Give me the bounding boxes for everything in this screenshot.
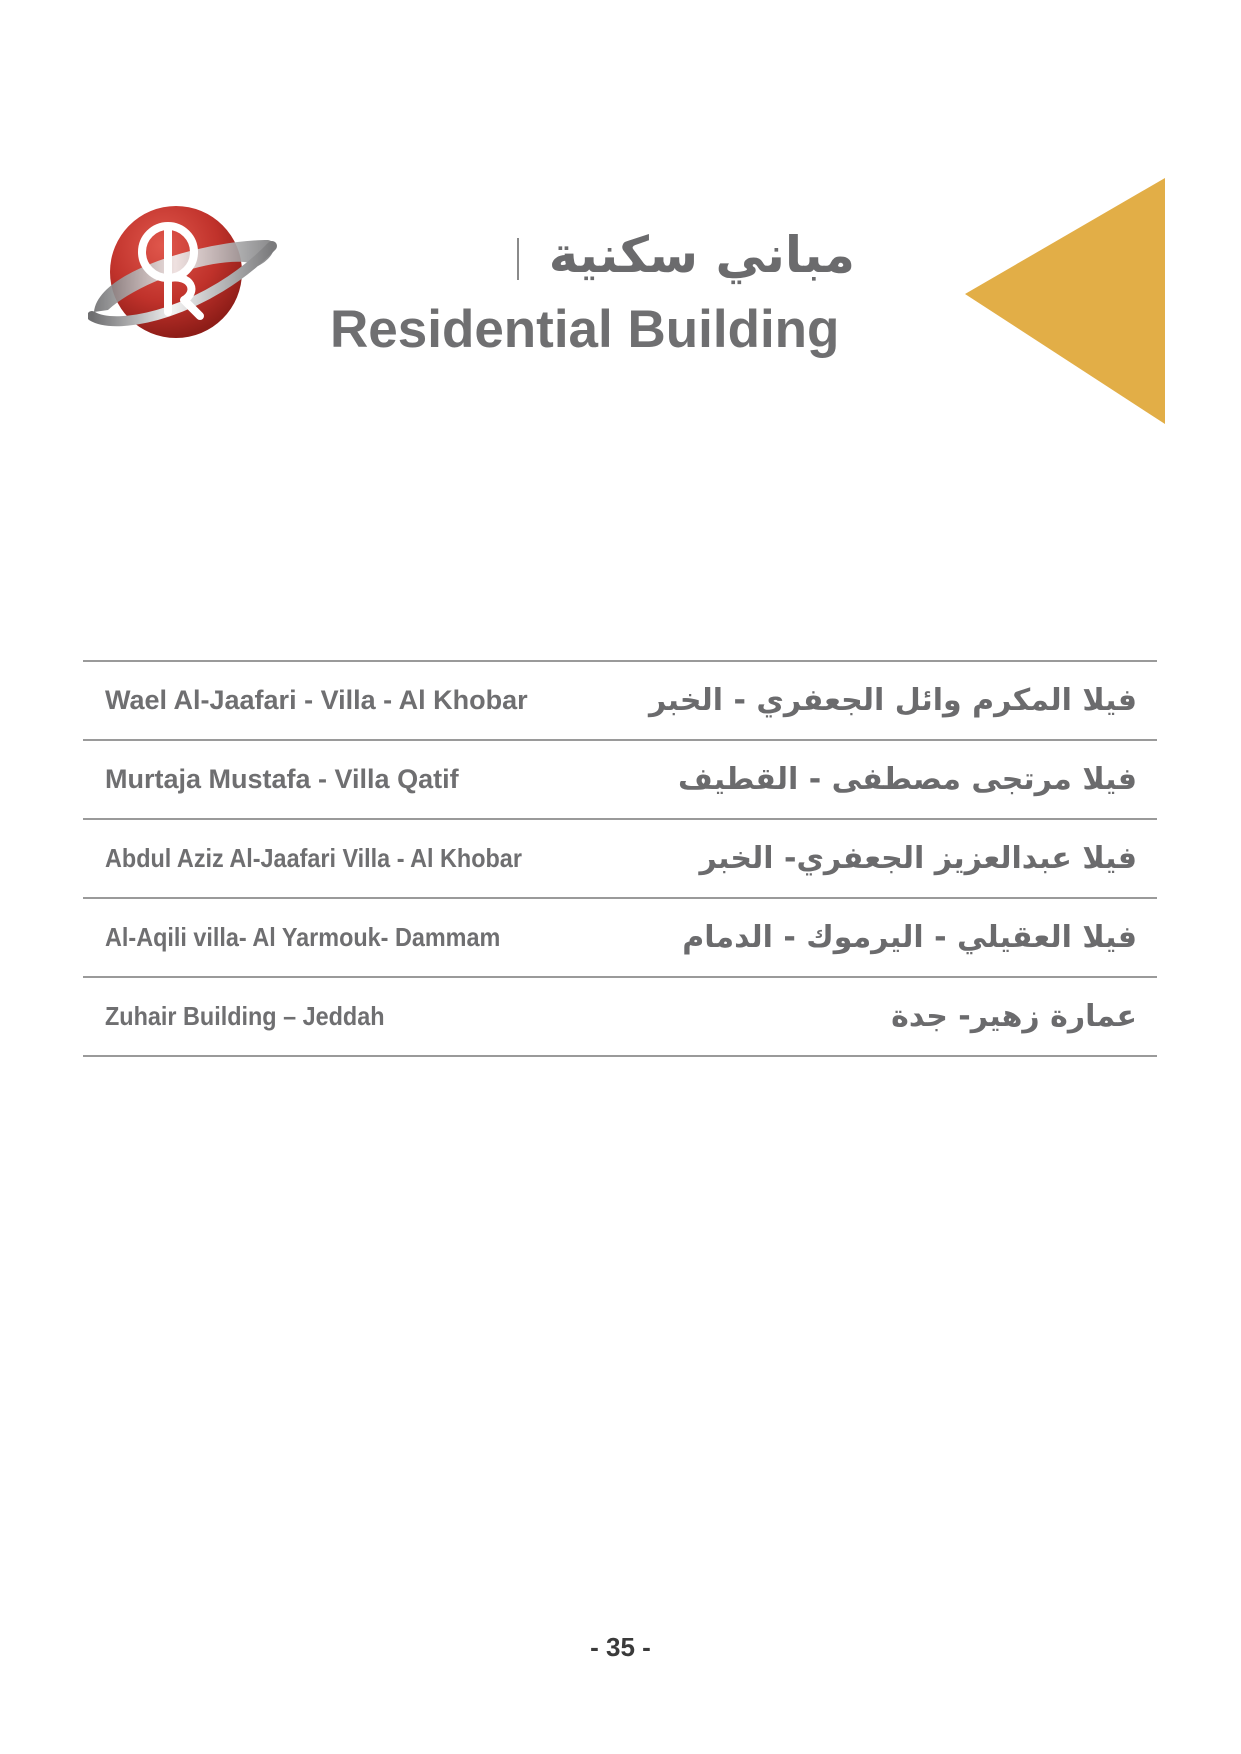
company-logo bbox=[88, 200, 278, 350]
list-item bbox=[83, 820, 1157, 899]
page-title-arabic: مباني سكنية bbox=[548, 226, 855, 284]
project-list bbox=[83, 660, 1157, 1057]
project-name-arabic: فيلا عبدالعزيز الجعفري- الخبر bbox=[699, 841, 1137, 876]
project-name-arabic: فيلا مرتجى مصطفى - القطيف bbox=[677, 762, 1137, 797]
list-item bbox=[83, 662, 1157, 741]
project-name-english: Al-Aqili villa- Al Yarmouk- Dammam bbox=[105, 922, 501, 952]
list-item bbox=[83, 899, 1157, 978]
list-item bbox=[83, 978, 1157, 1057]
project-name-arabic: فيلا العقيلي - اليرموك - الدمام bbox=[682, 920, 1137, 955]
project-name-arabic: عمارة زهير- جدة bbox=[891, 999, 1137, 1034]
project-name-english: Abdul Aziz Al-Jaafari Villa - Al Khobar bbox=[105, 843, 522, 873]
project-name-english: Murtaja Mustafa - Villa Qatif bbox=[105, 764, 459, 794]
page-number: - 35 - bbox=[590, 1632, 651, 1662]
title-separator bbox=[517, 238, 519, 280]
decorative-triangle bbox=[965, 178, 1165, 424]
project-name-english: Zuhair Building – Jeddah bbox=[105, 1001, 385, 1031]
title-ar-row bbox=[330, 215, 890, 295]
project-name-arabic: فيلا المكرم وائل الجعفري - الخبر bbox=[649, 683, 1137, 718]
title-block bbox=[330, 215, 890, 359]
list-item bbox=[83, 741, 1157, 820]
page-title-english: Residential Building bbox=[330, 300, 840, 359]
project-name-english: Wael Al-Jaafari - Villa - Al Khobar bbox=[105, 685, 528, 715]
